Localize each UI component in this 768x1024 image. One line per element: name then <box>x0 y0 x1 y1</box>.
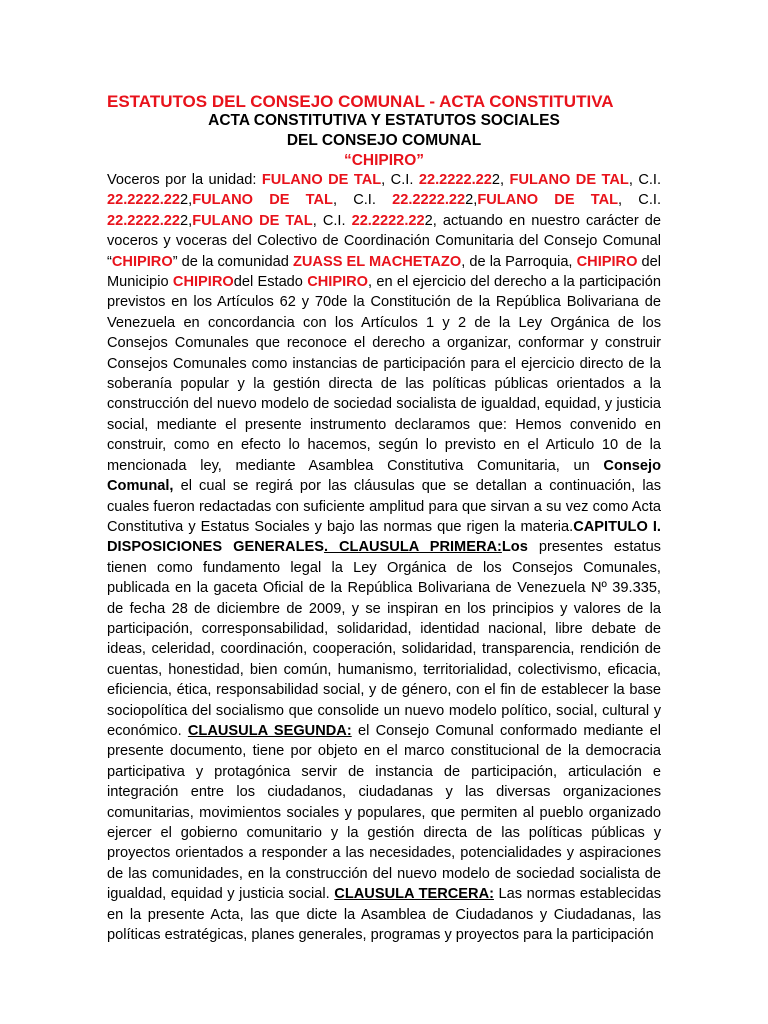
text-run-normal: , de la Parroquia, <box>461 253 577 270</box>
text-run-normal: , C.I. <box>618 192 661 209</box>
text-run-normal: del Estado <box>233 274 308 291</box>
body-paragraph <box>107 170 661 945</box>
text-run-bold: Los <box>501 539 528 556</box>
council-name: “CHIPIRO” <box>343 152 425 169</box>
text-run-red: FULANO DE TAL <box>509 172 629 188</box>
text-run-red: 22.2222.22 <box>392 192 466 209</box>
text-run-red: FULANO DE TAL <box>192 192 333 209</box>
text-run-normal: Voceros por la unidad: <box>107 172 262 188</box>
text-run-bold-underline: CLAUSULA TERCERA: <box>334 886 494 903</box>
text-run-bold: CAPITULO I. DISPOSICIONES GENERALES <box>107 518 661 556</box>
text-run-normal: del Municipio <box>107 253 662 291</box>
text-run-red: CHIPIRO <box>172 274 234 291</box>
text-run-bold: Consejo Comunal, <box>107 457 661 495</box>
text-run-normal: 2, <box>180 212 193 229</box>
text-run-red: 22.2222.22 <box>107 192 181 209</box>
text-run-normal: , C.I. <box>628 172 662 188</box>
text-run-normal: , C.I. <box>312 212 352 229</box>
text-run-normal: , en el ejercicio del derecho a la participación previstos en los Artículos 62 y 70de la Constitución de la República Bolivariana de Venezuela en concordancia con los Artículos 1 y 2 de la Ley Orgánica de los Consejos Comunales que reconoce el derecho a organizar, conformar y construir Consejos Comunales como instancias de participación para el ejercicio directo de la soberanía popular y la gestión directa de las políticas públicas orientados a la construcción del nuevo modelo de sociedad socialista de igualdad, equidad, y justicia social, mediante el presente instrumento declaramos que: Hemos convenido en construir, como en efecto lo hacemos, según lo previsto en el Articulo 10 de la mencionada ley, mediante Asamblea Constitutiva Comunitaria, un <box>107 274 661 474</box>
text-run-normal: el Consejo Comunal conformado mediante el presente documento, tiene por objeto en el marco constitucional de la democracia participativa y protagónica servir de instancia de participación, articulación e integración entre los ciudadanos, ciudadanas y las diversas organizaciones comunitarias, movimientos sociales y populares, que permiten al pueblo organizado ejercer el gobierno comunitario y la gestión directa de las políticas públicas y proyectos orientados a responder a las necesidades, potencialidades y aspiraciones de las comunidades, en la construcción del nuevo modelo de sociedad socialista de igualdad, equidad y justicia social. <box>107 722 662 903</box>
text-run-red: CHIPIRO <box>307 274 369 291</box>
text-run-normal: Las normas establecidas en la presente Acta, las que dicte la Asamblea de Ciudadanos y Ciudadanas, las políticas estratégicas, planes generales, programas y proyectos para la participación <box>107 886 662 944</box>
text-run-normal: 2, <box>180 192 193 209</box>
text-run-normal: ” de la comunidad <box>172 253 293 270</box>
subtitle-line-1: ACTA CONSTITUTIVA Y ESTATUTOS SOCIALES <box>208 112 560 129</box>
text-run-normal: presentes estatus tienen como fundamento legal la Ley Orgánica de los Consejos Comunales, publicada en la gaceta Oficial de la República Bolivariana de Venezuela Nº 39.335, de fecha 28 de diciembre de 2009, y se inspiran en los principios y valores de la participación, corresponsabilidad, solidaridad, identidad nacional, libre debate de ideas, celeridad, coordinación, cooperación, solidaridad, transparencia, rendición de cuentas, honestidad, bien común, humanismo, territorialidad, colectivismo, eficacia, eficiencia, ética, responsabilidad social, y de género, con el fin de establecer la base sociopolítica del socialismo que consolide un nuevo modelo político, social, cultural y económico. <box>107 539 661 739</box>
text-run-bold-underline: . CLAUSULA PRIMERA: <box>323 539 502 556</box>
document-title: ESTATUTOS DEL CONSEJO COMUNAL - ACTA CONSTITUTIVA <box>107 92 614 111</box>
text-run-red: CHIPIRO <box>576 253 638 270</box>
text-run-red: FULANO DE TAL <box>477 192 619 209</box>
text-run-red: 22.2222.22 <box>107 212 181 229</box>
text-run-normal: , C.I. <box>381 172 419 188</box>
text-run-normal: 2, <box>491 172 510 188</box>
text-run-red: CHIPIRO <box>111 253 173 270</box>
text-run-red: FULANO DE TAL <box>261 172 382 188</box>
text-run-bold-underline: CLAUSULA SEGUNDA: <box>187 722 352 739</box>
text-run-red: 22.2222.22 <box>418 172 492 188</box>
text-run-red: ZUASS EL MACHETAZO <box>292 253 462 270</box>
text-run-red: 22.2222.22 <box>351 212 425 229</box>
text-run-normal: el cual se regirá por las cláusulas que se detallan a continuación, las cuales fueron redactadas con suficiente amplitud para que sirvan a su vez como Acta Constitutiva y Estatus Sociales y bajo las normas que rigen la materia. <box>107 478 661 535</box>
text-run-normal: 2, <box>465 192 478 209</box>
text-run-normal: 2, actuando en nuestro carácter de voceros y voceras del Colectivo de Coordinación Comunitaria del Consejo Comunal “ <box>107 212 661 270</box>
subtitle-line-2: DEL CONSEJO COMUNAL <box>286 132 482 149</box>
text-run-red: FULANO DE TAL <box>192 212 313 229</box>
text-run-normal: , C.I. <box>332 192 393 209</box>
